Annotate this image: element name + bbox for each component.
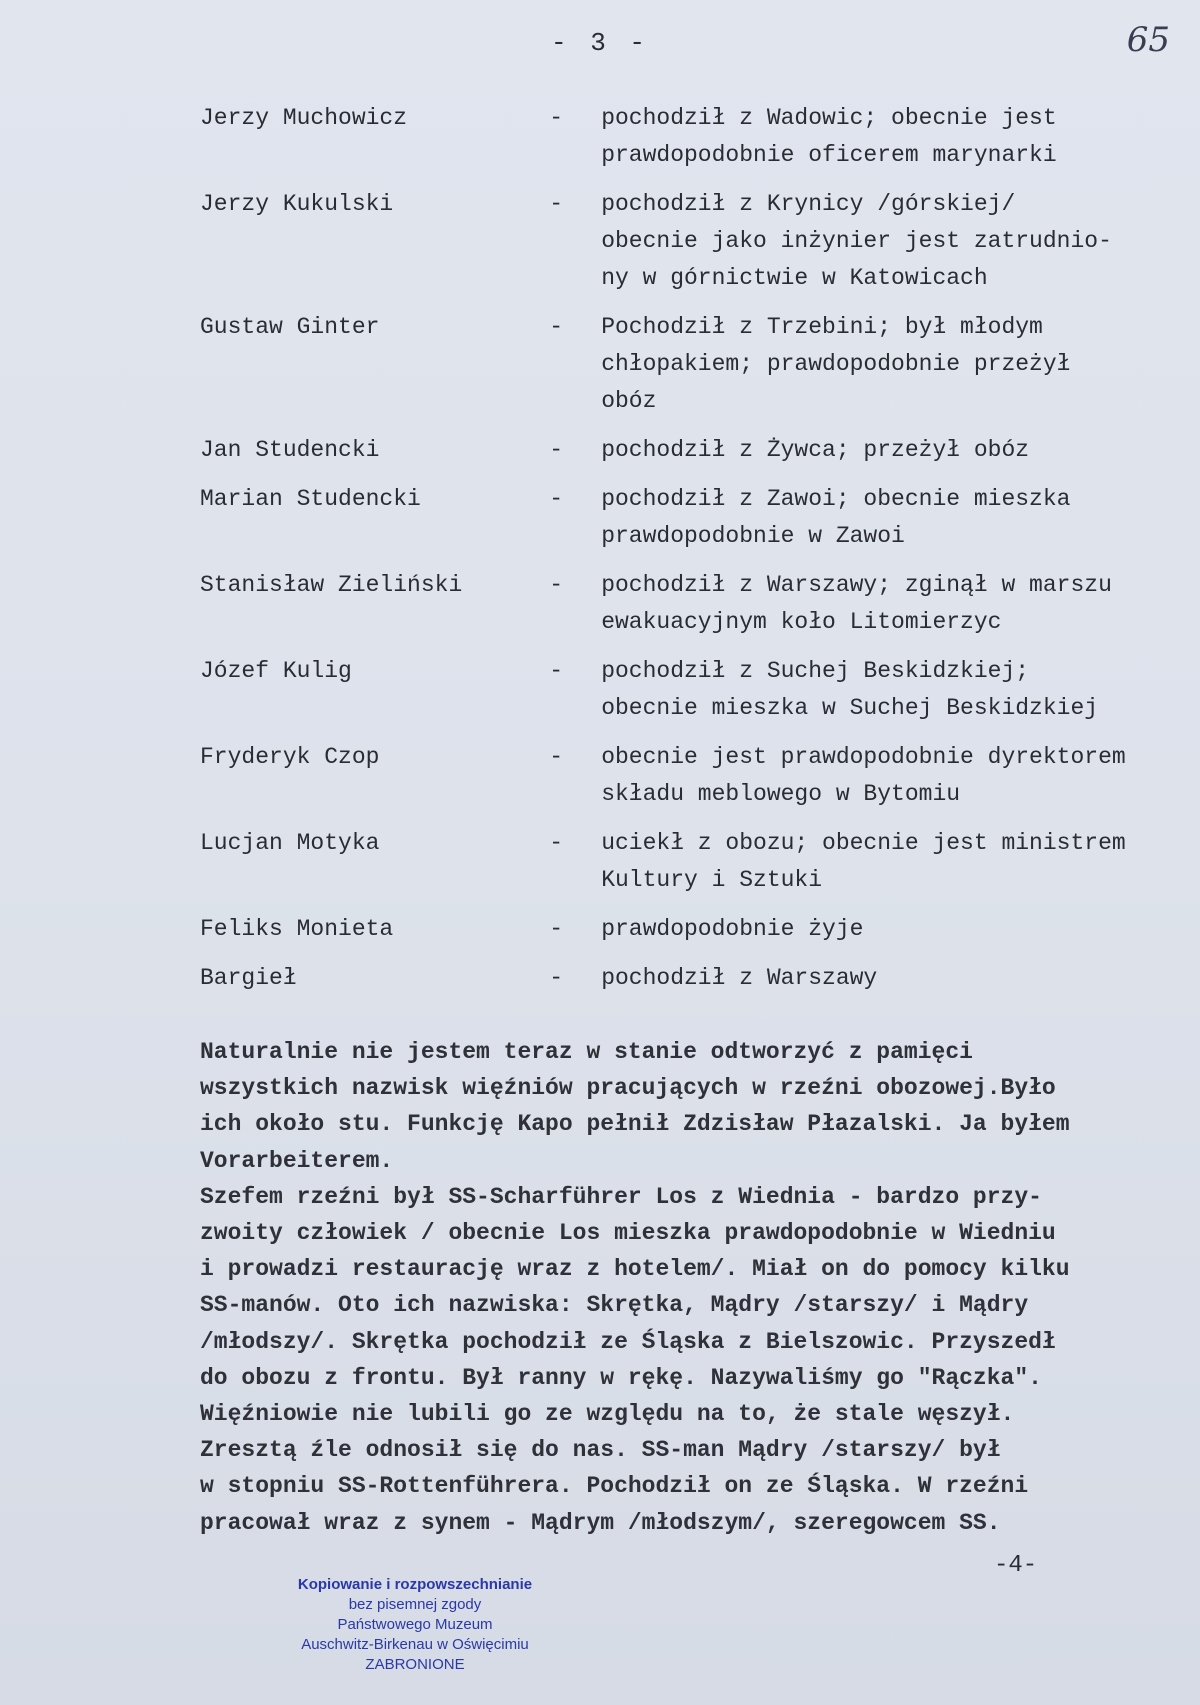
narrative-line: SS-manów. Oto ich nazwiska: Skrętka, Mądry /starszy/ i Mądry [200,1292,1029,1319]
archive-number-handwritten: 65 [1126,20,1170,60]
prisoner-name: Stanisław Zieliński [200,572,463,598]
prisoner-description [601,567,1190,641]
prisoner-list [200,100,1190,1009]
page-number: - 3 - [550,28,649,58]
description-line: prawdopodobnie oficerem marynarki [601,142,1057,168]
dash-separator: - [549,658,564,684]
stamp-line: ZABRONIONE [365,1656,465,1673]
description-line: pochodził z Żywca; przeżył obóz [601,437,1030,463]
narrative-paragraph [200,1034,1190,1541]
narrative-line: i prowadzi restaurację wraz z hotelem/. Miał on do pomocy kilku [200,1256,1070,1283]
description-line: prawdopodobnie w Zawoi [601,523,905,549]
narrative-line: Szefem rzeźni był SS-Scharführer Los z Wiednia - bardzo przy- [200,1183,1042,1210]
dash-separator: - [549,965,564,991]
narrative-line: Naturalnie nie jestem teraz w stanie odtworzyć z pamięci [200,1039,973,1065]
narrative-line: do obozu z frontu. Był ranny w rękę. Nazywaliśmy go "Rączka". [200,1364,1042,1391]
stamp-line: Auschwitz-Birkenau w Oświęcimiu [301,1636,529,1653]
narrative-line: w stopniu SS-Rottenführera. Pochodził on ze Śląska. W rzeźni [200,1473,1029,1500]
prisoner-description [601,186,1190,297]
list-item [200,739,1190,813]
copyright-stamp [265,1575,565,1675]
prisoner-name: Jan Studencki [200,437,380,463]
narrative-line: Vorarbeiterem. [200,1147,394,1174]
prisoner-description [601,309,1190,420]
list-item [200,186,1190,297]
dash-separator: - [549,830,564,856]
prisoner-name: Józef Kulig [200,658,352,684]
description-line: obecnie jako inżynier jest zatrudnio- [601,228,1112,254]
narrative-line: wszystkich nazwisk więźniów pracujących w rzeźni obozowej.Było [200,1075,1056,1102]
prisoner-name: Bargieł [200,965,297,991]
narrative-line: zwoity człowiek / obecnie Los mieszka prawdopodobnie w Wiedniu [200,1220,1056,1247]
prisoner-name: Jerzy Muchowicz [200,105,408,131]
prisoner-name: Jerzy Kukulski [200,191,394,217]
list-item [200,309,1190,420]
prisoner-description [601,100,1190,174]
description-line: chłopakiem; prawdopodobnie przeżył [601,351,1071,377]
list-item [200,653,1190,727]
prisoner-name: Fryderyk Czop [200,744,380,770]
description-line: uciekł z obozu; obecnie jest ministrem [601,830,1126,856]
description-line: Kultury i Sztuki [601,867,823,893]
list-item [200,825,1190,899]
list-item [200,432,1190,469]
list-item [200,960,1190,997]
stamp-line: Państwowego Muzeum [337,1616,493,1633]
stamp-line: Kopiowanie i rozpowszechnianie [297,1576,533,1593]
prisoner-name: Gustaw Ginter [200,314,380,340]
dash-separator: - [549,916,564,942]
prisoner-description [601,739,1190,813]
dash-separator: - [549,486,564,512]
description-line: obecnie mieszka w Suchej Beskidzkiej [601,695,1099,721]
narrative-line: Więźniowie nie lubili go ze względu na to, że stale węszył. [200,1401,1015,1428]
description-line: prawdopodobnie żyje [601,916,864,942]
dash-separator: - [549,105,564,131]
prisoner-description [601,432,1190,469]
description-line: pochodził z Krynicy /górskiej/ [601,191,1016,217]
narrative-line: /młodszy/. Skrętka pochodził ze Śląska z Bielszowic. Przyszedł [200,1328,1056,1355]
prisoner-description [601,911,1190,948]
prisoner-description [601,653,1190,727]
dash-separator: - [549,314,564,340]
prisoner-description [601,960,1190,997]
list-item [200,481,1190,555]
description-line: pochodził z Suchej Beskidzkiej; [601,658,1030,684]
description-line: obecnie jest prawdopodobnie dyrektorem [601,744,1126,770]
dash-separator: - [549,437,564,463]
description-line: składu meblowego w Bytomiu [601,781,961,807]
dash-separator: - [549,191,564,217]
stamp-line: bez pisemnej zgody [348,1596,482,1613]
prisoner-name: Feliks Monieta [200,916,394,942]
list-item [200,567,1190,641]
dash-separator: - [549,572,564,598]
description-line: pochodził z Warszawy; zginął w marszu [601,572,1112,598]
next-page-marker: -4- [994,1552,1038,1579]
narrative-line: pracował wraz z synem - Mądrym /młodszym/, szeregowcem SS. [200,1509,1001,1536]
narrative-line: ich około stu. Funkcję Kapo pełnił Zdzisław Płazalski. Ja byłem [200,1111,1070,1138]
prisoner-description [601,825,1190,899]
description-line: obóz [601,388,657,414]
description-line: Pochodził z Trzebini; był młodym [601,314,1043,340]
dash-separator: - [549,744,564,770]
description-line: ny w górnictwie w Katowicach [601,265,988,291]
description-line: ewakuacyjnym koło Litomierzyc [601,609,1002,635]
prisoner-name: Marian Studencki [200,486,421,512]
description-line: pochodził z Zawoi; obecnie mieszka [601,486,1071,512]
narrative-line: Zresztą źle odnosił się do nas. SS-man Mądry /starszy/ był [200,1437,1001,1464]
list-item [200,100,1190,174]
prisoner-name: Lucjan Motyka [200,830,380,856]
description-line: pochodził z Warszawy [601,965,878,991]
list-item [200,911,1190,948]
description-line: pochodził z Wadowic; obecnie jest [601,105,1057,131]
prisoner-description [601,481,1190,555]
